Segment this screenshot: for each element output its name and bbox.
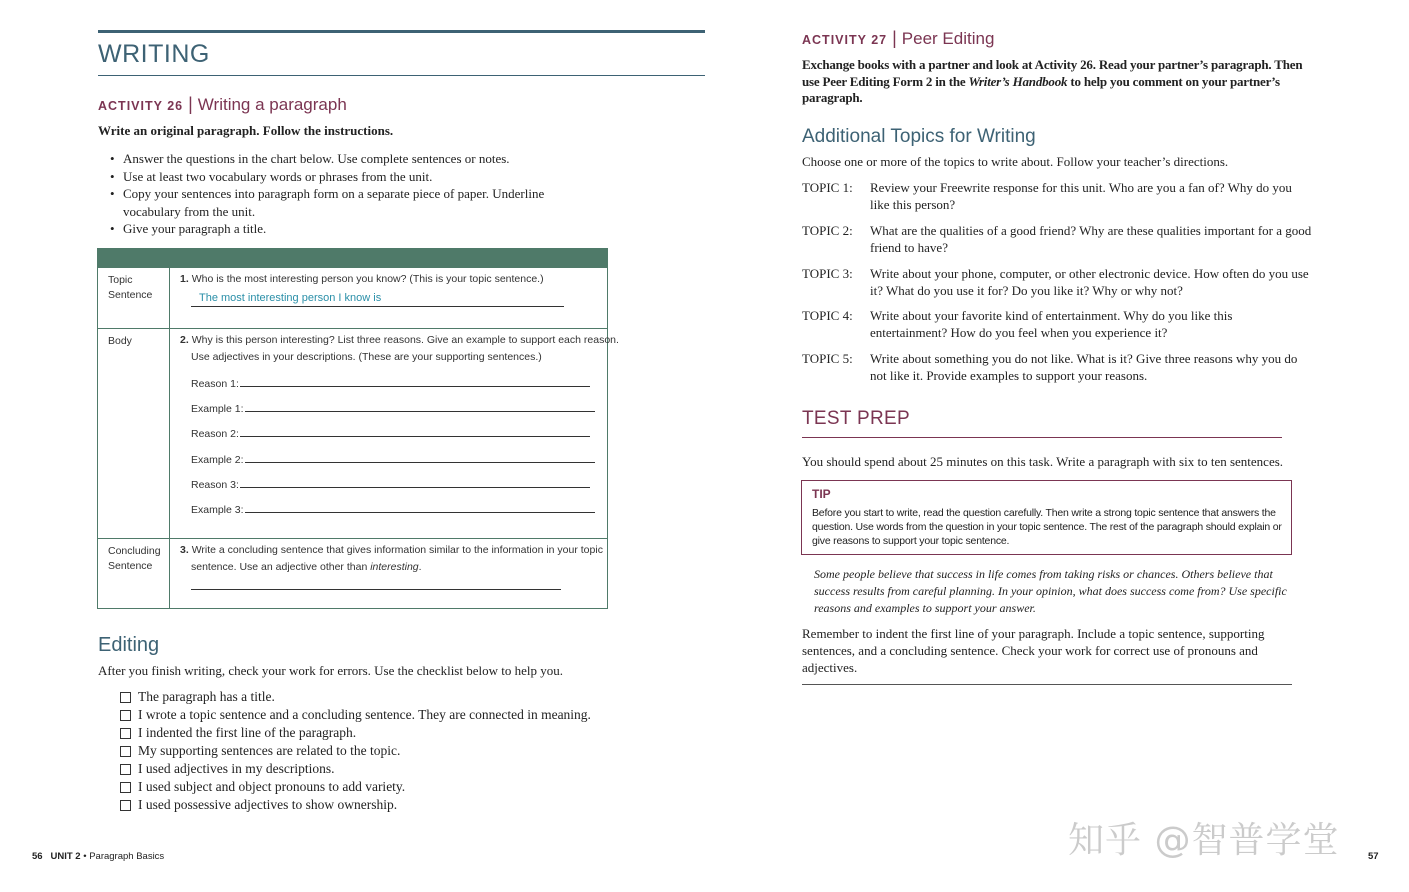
reason-2-line[interactable] bbox=[240, 436, 590, 437]
topic-handwritten-answer: The most interesting person I know is bbox=[199, 292, 382, 304]
example-2-line[interactable] bbox=[245, 462, 595, 463]
activity-26-instruction: Write an original paragraph. Follow the instructions. bbox=[98, 123, 394, 138]
test-prep-instruction: You should spend about 25 minutes on this task. Write a paragraph with six to ten sentences. bbox=[802, 454, 1284, 469]
checklist-item: I used subject and object pronouns to add variety. bbox=[120, 778, 591, 796]
example-2-label: Example 2: bbox=[191, 454, 244, 466]
concluding-sentence-label: Concluding Sentence bbox=[108, 545, 161, 572]
checkbox[interactable] bbox=[120, 710, 131, 721]
tip-text: Before you start to write, read the question carefully. Then write a strong topic sentence that answers the question. Use words from the question in your topic sentence. The rest of the paragraph should explain or give reasons to support your topic sentence. bbox=[812, 507, 1282, 547]
bottom-rule bbox=[802, 684, 1292, 685]
checklist-item: My supporting sentences are related to the topic. bbox=[120, 742, 591, 760]
topic-item: TOPIC 4: Write about your favorite kind of entertainment. Why do you like this entertainment? How do you feel when you experience it? bbox=[802, 308, 1233, 340]
reason-2-label: Reason 2: bbox=[191, 428, 239, 440]
bullet-item: • Answer the questions in the chart below. Use complete sentences or notes. bbox=[108, 150, 588, 168]
section-title: WRITING bbox=[98, 40, 210, 68]
chart-header-bar bbox=[97, 248, 608, 268]
chart-row-divider bbox=[97, 538, 608, 539]
concluding-answer-line[interactable] bbox=[191, 589, 561, 590]
example-1-line[interactable] bbox=[245, 411, 595, 412]
top-rule bbox=[98, 30, 705, 33]
checkbox[interactable] bbox=[120, 782, 131, 793]
body-question: 2. Why is this person interesting? List three reasons. Give an example to support each reason. Use adjectives in your descriptions. (These are your supporting sentences.) bbox=[180, 334, 619, 363]
test-prep-rule bbox=[802, 437, 1282, 438]
checklist-item: The paragraph has a title. bbox=[120, 688, 591, 706]
topic-item: TOPIC 3: Write about your phone, computer, or other electronic device. How often do you use it? What do you use it for? Do you like it? Why or why not? bbox=[802, 266, 1309, 298]
editing-instruction: After you finish writing, check your work for errors. Use the checklist below to help you. bbox=[98, 663, 563, 678]
example-3-line[interactable] bbox=[245, 512, 595, 513]
unit-title: Paragraph Basics bbox=[89, 851, 165, 862]
activity-26-bullets bbox=[108, 150, 588, 238]
test-prompt: Some people believe that success in life comes from taking risks or chances. Others believe that success results from careful planning. In your opinion, what does success come from? Use specific reasons and examples to support your answer. bbox=[814, 567, 1287, 615]
title-rule bbox=[98, 75, 705, 76]
page-number-right: 57 bbox=[1368, 851, 1379, 862]
topic-item: TOPIC 5: Write about something you do not like. What is it? Give three reasons why you do not like it. Provide examples to support your reasons. bbox=[802, 351, 1298, 383]
page-number-left: 56 bbox=[32, 851, 43, 862]
topic-answer-line[interactable] bbox=[191, 306, 564, 307]
checkbox[interactable] bbox=[120, 764, 131, 775]
body-label: Body bbox=[108, 335, 132, 347]
checklist-item: I used adjectives in my descriptions. bbox=[120, 760, 591, 778]
checkbox[interactable] bbox=[120, 746, 131, 757]
topic-item: TOPIC 1: Review your Freewrite response for this unit. Who are you a fan of? Why do you like this person? bbox=[802, 180, 1292, 212]
activity-26-heading bbox=[98, 94, 347, 115]
checklist-item: I used possessive adjectives to show ownership. bbox=[120, 796, 591, 814]
editing-title: Editing bbox=[98, 634, 160, 656]
additional-topics-instruction: Choose one or more of the topics to write about. Follow your teacher’s directions. bbox=[802, 154, 1229, 169]
activity-26-title: Writing a paragraph bbox=[197, 95, 347, 114]
tip-label: TIP bbox=[812, 487, 831, 501]
chart-row-divider bbox=[97, 328, 608, 329]
bullet-item: • Give your paragraph a title. bbox=[108, 220, 588, 238]
activity-27-title: Peer Editing bbox=[901, 29, 995, 48]
reason-1-line[interactable] bbox=[240, 386, 590, 387]
reason-3-label: Reason 3: bbox=[191, 479, 239, 491]
test-prep-title: TEST PREP bbox=[802, 408, 910, 429]
activity-26-separator: | bbox=[188, 94, 193, 114]
activity-27-label: ACTIVITY 27 bbox=[802, 33, 888, 47]
footer-left: 56 UNIT 2 • Paragraph Basics bbox=[32, 851, 165, 862]
topic-question: 1. Who is the most interesting person you know? (This is your topic sentence.) bbox=[180, 273, 544, 285]
bullet-item: • Use at least two vocabulary words or phrases from the unit. bbox=[108, 168, 588, 186]
checkbox[interactable] bbox=[120, 692, 131, 703]
editing-checklist bbox=[120, 688, 591, 814]
activity-27-heading bbox=[802, 28, 994, 49]
activity-27-instruction: Exchange books with a partner and look at Activity 26. Read your partner’s paragraph. Then use Peer Editing Form 2 in the Writer’s Handbook to help you comment on your partner’s paragraph. bbox=[802, 57, 1303, 105]
activity-26-label: ACTIVITY 26 bbox=[98, 99, 184, 113]
checkbox[interactable] bbox=[120, 728, 131, 739]
chart-column-divider bbox=[169, 248, 170, 609]
example-3-label: Example 3: bbox=[191, 504, 244, 516]
checklist-item: I indented the first line of the paragraph. bbox=[120, 724, 591, 742]
example-1-label: Example 1: bbox=[191, 403, 244, 415]
reason-1-label: Reason 1: bbox=[191, 378, 239, 390]
topic-item: TOPIC 2: What are the qualities of a good friend? Why are these qualities important for a good friend to have? bbox=[802, 223, 1312, 255]
watermark: 知乎 @智普学堂 bbox=[1068, 820, 1340, 861]
remember-text: Remember to indent the first line of your paragraph. Include a topic sentence, supporting sentences, and a concluding sentence. Check your work for correct use of pronouns and adjectives. bbox=[802, 626, 1265, 675]
checkbox[interactable] bbox=[120, 800, 131, 811]
concluding-question: 3. Write a concluding sentence that gives information similar to the information in your topic sentence. Use an adjective other than interesting. bbox=[180, 544, 603, 573]
additional-topics-title: Additional Topics for Writing bbox=[802, 126, 1036, 147]
reason-3-line[interactable] bbox=[240, 487, 590, 488]
bullet-item: • Copy your sentences into paragraph form on a separate piece of paper. Underline vocabulary from the unit. bbox=[108, 185, 563, 220]
activity-27-separator: | bbox=[892, 28, 897, 48]
unit-label: UNIT 2 bbox=[50, 851, 81, 862]
checklist-item: I wrote a topic sentence and a concluding sentence. They are connected in meaning. bbox=[120, 706, 591, 724]
topic-sentence-label: Topic Sentence bbox=[108, 274, 153, 301]
